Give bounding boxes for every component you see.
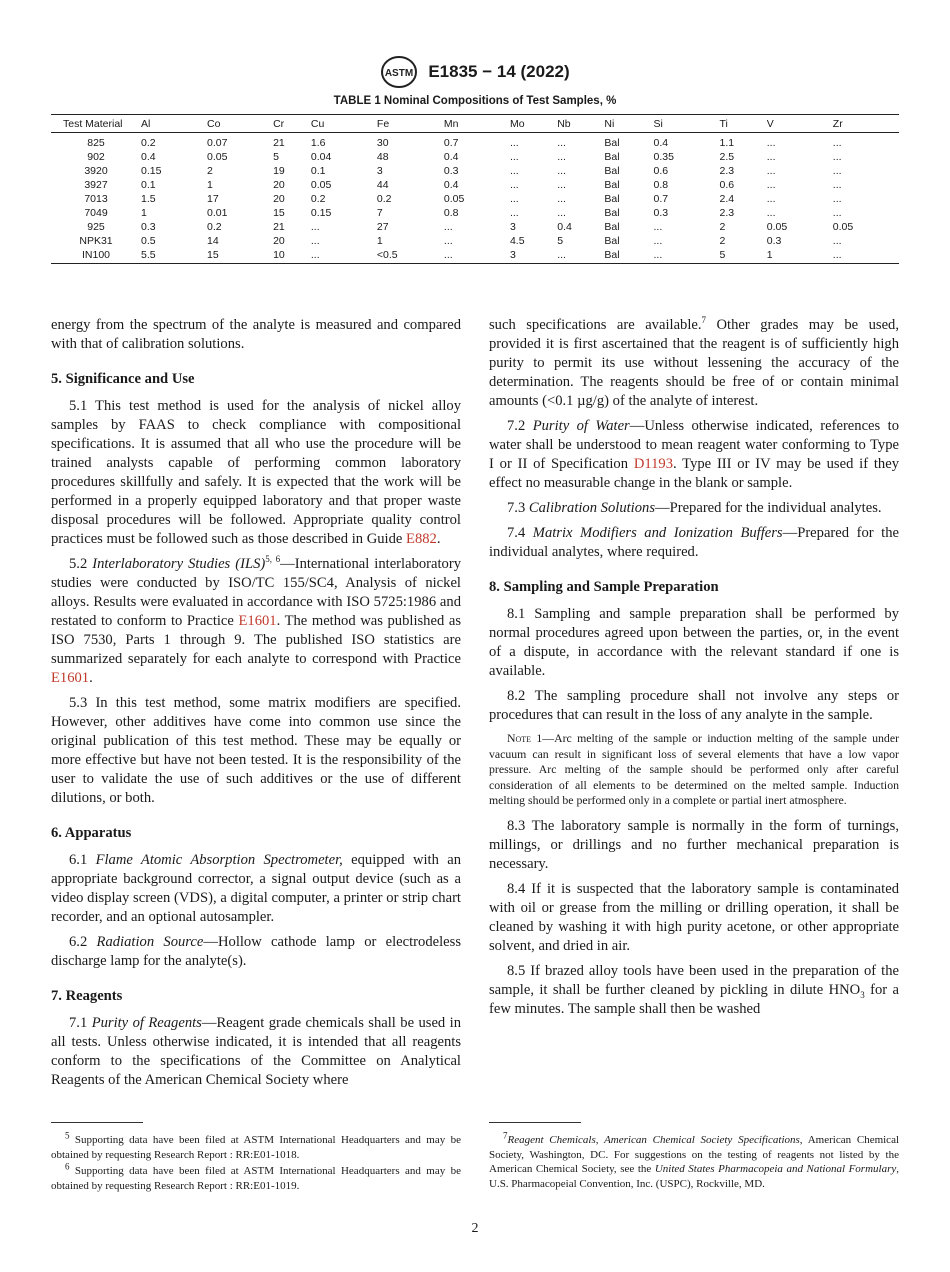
footnote-ref-7: 7	[701, 315, 707, 326]
composition-cell: 5.5	[141, 248, 207, 264]
composition-cell: 7	[376, 207, 383, 219]
composition-cell: 14	[207, 235, 219, 247]
composition-cell: ...	[832, 151, 842, 163]
test-material-cell: IN100	[51, 248, 141, 264]
composition-cell: Bal	[604, 179, 620, 191]
composition-cell: ...	[832, 179, 842, 191]
composition-cell: ...	[653, 248, 719, 264]
composition-cell: ...	[653, 235, 663, 247]
composition-cell: ...	[766, 207, 776, 219]
ref-e882-link[interactable]: E882	[406, 531, 437, 547]
composition-cell: 2.3	[719, 207, 735, 219]
composition-cell: 1	[207, 179, 213, 191]
composition-cell: ...	[833, 248, 899, 264]
composition-cell: 0.3	[443, 165, 459, 177]
composition-cell: 0.4	[557, 221, 572, 233]
column-header: Fe	[377, 115, 444, 133]
composition-cell: ...	[832, 207, 842, 219]
composition-cell: 30	[376, 137, 389, 149]
composition-cell: ...	[653, 221, 663, 233]
composition-cell: 0.05	[766, 221, 788, 233]
composition-cell: 0.2	[207, 221, 222, 233]
paragraph-8-4: 8.4 If it is suspected that the laboratory sample is contaminated with oil or grease from the milling or drilling operation, it shall be cleaned by washing it with high purity acetone, or other appropriate solvent, and dried in air.	[489, 880, 899, 954]
column-header: Zr	[833, 115, 899, 133]
composition-cell: 44	[376, 179, 389, 191]
composition-cell: 4.5	[509, 235, 525, 247]
section-7-heading: 7. Reagents	[51, 988, 123, 1004]
composition-cell: ...	[557, 165, 566, 177]
composition-cell: ...	[509, 179, 519, 191]
composition-cell: 17	[207, 193, 219, 205]
ref-e1601-link-2[interactable]: E1601	[51, 670, 90, 686]
composition-cell: 21	[273, 221, 285, 233]
composition-cell: 0.4	[443, 151, 459, 163]
ref-e1601-link[interactable]: E1601	[238, 613, 277, 629]
footnote-rule-right	[489, 1122, 581, 1123]
composition-cell: 0.15	[310, 207, 332, 219]
composition-cell: 0.01	[207, 207, 228, 219]
composition-cell: 2.3	[719, 165, 735, 177]
composition-cell: 20	[273, 179, 285, 191]
column-header: Test Material	[51, 115, 141, 133]
left-column	[51, 316, 461, 1096]
composition-cell: Bal	[604, 165, 620, 177]
column-header: Mn	[444, 115, 510, 133]
composition-cell: 0.1	[310, 165, 326, 177]
note-1: Note 1—Arc melting of the sample or induction melting of the sample under vacuum can result in significant loss of several elements that have a low vapor pressure. Arc melting of the sample should be performed only after careful consideration of all elements to be determined on the melted sample. Induction melting should be performed only in a complete or partial inert atmosphere.	[489, 731, 899, 807]
section-8-heading: 8. Sampling and Sample Preparation	[489, 579, 719, 595]
page-header	[0, 55, 950, 89]
composition-cell: ...	[557, 179, 566, 191]
paragraph-7-2: 7.2 Purity of Water—Unless otherwise indicated, references to water shall be understood to mean reagent water conforming to Type I or II of Specification D1193. Type III or IV may be used if they effect no measurable change in the blank or sample.	[489, 418, 900, 491]
composition-cell: 27	[376, 221, 389, 233]
column-header: Nb	[557, 115, 604, 133]
composition-cell: 15	[273, 207, 285, 219]
footnote-7: $^7$Reagent Chemicals, American Chemical Society Specifications, American Chemical Society, Washington, DC. For suggestions on the testing of reagents not listed by the American Chemical Society, see the United States Pharmacopeia and National Formulary, U.S. Pharmacopeial Convention, Inc. (USPC), Rockville, MD.	[489, 1130, 900, 1190]
test-material-cell: 7013	[84, 193, 108, 205]
composition-cell: 0.6	[653, 165, 669, 177]
composition-cell: Bal	[604, 221, 620, 233]
test-material-cell: 825	[87, 137, 105, 149]
composition-cell: 5	[273, 151, 279, 163]
composition-cell: ...	[509, 151, 519, 163]
composition-cell: ...	[557, 248, 604, 264]
column-header: Al	[141, 115, 207, 133]
composition-cell: 20	[273, 235, 285, 247]
composition-cell: ...	[832, 193, 842, 205]
test-material-cell: NPK31	[79, 235, 113, 247]
paragraph-7-1-continued: such specifications are available.$^7$ Other grades may be used, provided it is first ascertained that the reagent is of sufficiently high purity to permit its use without lessening the accuracy of the determination. The reagents should be free of or contain minimal amounts (<0.1 µg/g) of the analyte of interest.	[489, 315, 899, 409]
test-material-cell: 7049	[84, 207, 108, 219]
composition-cell: 0.2	[141, 137, 156, 149]
composition-cell: 2	[719, 235, 726, 247]
composition-cell: ...	[509, 207, 519, 219]
composition-cell: ...	[310, 235, 320, 247]
footnotes-right	[489, 1130, 900, 1193]
composition-cell: ...	[766, 151, 776, 163]
paragraph-7-4: 7.4 Matrix Modifiers and Ionization Buffers—Prepared for the individual analytes, where required.	[489, 525, 899, 560]
paragraph-7-3: 7.3 Calibration Solutions—Prepared for the individual analytes.	[507, 500, 882, 516]
composition-cell: ...	[766, 193, 776, 205]
composition-cell: Bal	[604, 248, 653, 264]
composition-cell: 0.2	[310, 193, 326, 205]
composition-cell: 1.5	[141, 193, 156, 205]
paragraph-6-1: 6.1 Flame Atomic Absorption Spectrometer, equipped with an appropriate background corrector, a signal output device (such as a video display screen (VDS), a digital computer, a printer or strip chart recorder, and an optional autosampler.	[51, 852, 461, 925]
composition-cell: 20	[273, 193, 285, 205]
composition-cell: 48	[376, 151, 389, 163]
table-row	[51, 192, 899, 206]
composition-cell: 0.2	[376, 193, 392, 205]
composition-cell: 1.1	[719, 137, 735, 149]
column-header: Mo	[510, 115, 557, 133]
footnote-ref-5-6: 5, 6	[265, 554, 281, 565]
composition-cell: 3	[510, 248, 557, 264]
composition-cell: ...	[557, 193, 566, 205]
table-body	[51, 133, 899, 264]
composition-cell: 0.5	[141, 235, 156, 247]
composition-cell: 0.1	[141, 179, 156, 191]
composition-cell: <0.5	[377, 248, 444, 264]
table-row	[51, 133, 899, 151]
composition-cell: ...	[557, 137, 566, 149]
composition-cell: ...	[443, 235, 453, 247]
composition-cell: Bal	[604, 207, 620, 219]
composition-cell: 19	[273, 165, 285, 177]
composition-cell: 15	[207, 248, 273, 264]
section-5-heading: 5. Significance and Use	[51, 371, 195, 387]
footnote-6: $^6$ Supporting data have been filed at ASTM International Headquarters and may be obtained by requesting Research Report : RR:E01-1019.	[51, 1161, 461, 1192]
table-row	[51, 220, 899, 234]
composition-cell: 1.6	[310, 137, 326, 149]
composition-cell: 0.04	[310, 151, 332, 163]
composition-cell: 0.3	[141, 221, 156, 233]
ref-d1193-link[interactable]: D1193	[633, 456, 674, 472]
paragraph-8-5: 8.5 If brazed alloy tools have been used in the preparation of the sample, it shall be further cleaned by pickling in dilute $HNO_3$ for a few minutes. The sample shall then be washed	[489, 962, 899, 1017]
paragraph-8-2: 8.2 The sampling procedure shall not involve any steps or procedures that can result in the loss of any analyte in the sample.	[489, 688, 899, 723]
table-title: TABLE 1 Nominal Compositions of Test Samples, %	[333, 95, 617, 107]
column-header: V	[767, 115, 833, 133]
document-designation: E1835 − 14 (2022)	[428, 62, 570, 81]
svg-text:ASTM: ASTM	[385, 68, 414, 79]
composition-cell: ...	[832, 165, 842, 177]
composition-cell: 1	[767, 248, 833, 264]
composition-cell: 21	[273, 137, 285, 149]
table-header-row	[51, 115, 899, 133]
composition-cell: ...	[443, 221, 453, 233]
composition-cell: 2	[207, 165, 213, 177]
composition-cell: 1	[376, 235, 383, 247]
composition-cell: ...	[557, 151, 566, 163]
composition-cell: 0.05	[207, 151, 228, 163]
table-row	[51, 164, 899, 178]
composition-cell: ...	[766, 137, 776, 149]
composition-cell: 0.15	[141, 165, 162, 177]
column-header: Cr	[273, 115, 311, 133]
composition-cell: 0.7	[653, 193, 669, 205]
composition-cell: 0.05	[832, 221, 854, 233]
composition-cell: ...	[310, 221, 320, 233]
column-header: Ti	[720, 115, 767, 133]
footnote-5: $^5$ Supporting data have been filed at ASTM International Headquarters and may be obtained by requesting Research Report : RR:E01-1018.	[51, 1130, 461, 1161]
paragraph-5-3: 5.3 In this test method, some matrix modifiers are specified. However, other additives have come into common use since the original publication of this test method. These may be equally or more effective but have not been tested. It is the responsibility of the user to validate the use of such additives or the use of different dilutions, or both.	[51, 695, 461, 806]
paragraph-8-1: 8.1 Sampling and sample preparation shall be performed by normal procedures agreed upon between the parties, or, in the event of a dispute, in accordance with the relevant standard if one is available.	[489, 606, 899, 679]
composition-cell: 0.05	[443, 193, 465, 205]
composition-cell: 0.4	[443, 179, 459, 191]
composition-cell: 5	[557, 235, 564, 247]
table-row	[51, 248, 899, 264]
paragraph-8-3: 8.3 The laboratory sample is normally in the form of turnings, millings, or drillings and no further mechanical preparation is necessary.	[489, 817, 899, 872]
test-material-cell: 902	[87, 151, 105, 163]
composition-cell: Bal	[604, 151, 620, 163]
composition-cell: 10	[273, 248, 311, 264]
composition-cell: Bal	[604, 193, 620, 205]
composition-cell: 3	[376, 165, 383, 177]
page-number: 2	[471, 1221, 479, 1236]
composition-cell: Bal	[604, 137, 620, 149]
composition-cell: 0.8	[653, 179, 669, 191]
test-material-cell: 3920	[84, 165, 108, 177]
paragraph-5-1: 5.1 This test method is used for the analysis of nickel alloy samples by FAAS to check compliance with compositional specifications. It is assumed that all who use the procedure will be trained analysts capable of performing common laboratory procedures skillfully and safely. It is expected that the work will be performed in a properly equipped laboratory and that proper waste disposal procedures will be followed. Appropriate quality control practices must be followed such as those described in Guide E882.	[51, 398, 461, 547]
composition-cell: ...	[311, 248, 377, 264]
composition-cell: Bal	[604, 235, 620, 247]
composition-cell: 0.05	[310, 179, 332, 191]
test-material-cell: 3927	[84, 179, 108, 191]
composition-table	[51, 114, 899, 264]
composition-cell: 0.6	[719, 179, 735, 191]
composition-cell: 0.3	[653, 207, 669, 219]
composition-cell: ...	[832, 137, 842, 149]
column-header: Cu	[311, 115, 377, 133]
composition-cell: ...	[509, 193, 519, 205]
composition-cell: 0.7	[443, 137, 459, 149]
table-row	[51, 150, 899, 164]
composition-cell: 0.07	[207, 137, 228, 149]
column-header: Si	[653, 115, 719, 133]
table-row	[51, 234, 899, 248]
test-material-cell: 925	[87, 221, 105, 233]
composition-cell: 0.3	[766, 235, 782, 247]
composition-cell: 0.8	[443, 207, 459, 219]
composition-cell: 2	[719, 221, 726, 233]
composition-cell: ...	[766, 165, 776, 177]
paragraph-5-2: 5.2 Interlaboratory Studies (ILS)$^{5, 6}$—International interlaboratory studies were conducted by ISO/TC 155/SC4, Analysis of nickel alloys. Results were evaluated in accordance with ISO 5725:1986 and restated to conform to Practice E1601. The method was published as ISO 7530, Parts 1 through 9. The published ISO statistics are summarized separately for each analyte to correspond with Practice E1601.	[51, 554, 462, 686]
astm-logo-icon	[380, 55, 418, 89]
composition-cell: 0.4	[653, 137, 669, 149]
composition-cell: ...	[832, 235, 842, 247]
table-row	[51, 178, 899, 192]
footnotes-left	[51, 1130, 461, 1195]
composition-cell: ...	[766, 179, 776, 191]
composition-cell: 5	[720, 248, 767, 264]
paragraph-6-2: 6.2 Radiation Source—Hollow cathode lamp or electrodeless discharge lamp for the analyte(s).	[51, 934, 461, 969]
intro-paragraph: energy from the spectrum of the analyte is measured and compared with that of calibration solutions.	[51, 317, 461, 352]
composition-cell: ...	[557, 207, 566, 219]
composition-cell: ...	[444, 248, 510, 264]
composition-cell: 3	[509, 221, 516, 233]
composition-cell: 2.4	[719, 193, 735, 205]
composition-cell: ...	[509, 165, 519, 177]
composition-cell: 0.4	[141, 151, 156, 163]
composition-cell: 2.5	[719, 151, 735, 163]
column-header: Co	[207, 115, 273, 133]
column-header: Ni	[604, 115, 653, 133]
paragraph-7-1: 7.1 Purity of Reagents—Reagent grade chemicals shall be used in all tests. Unless otherwise indicated, it is intended that all reagents conform to the specifications of the Committee on Analytical Reagents of the American Chemical Society where	[51, 1015, 461, 1088]
table-row	[51, 206, 899, 220]
composition-cell: ...	[509, 137, 519, 149]
section-6-heading: 6. Apparatus	[51, 825, 132, 841]
composition-cell: 1	[141, 207, 147, 219]
composition-cell: 0.35	[653, 151, 674, 163]
right-column	[489, 316, 899, 1025]
footnote-rule-left	[51, 1122, 143, 1123]
